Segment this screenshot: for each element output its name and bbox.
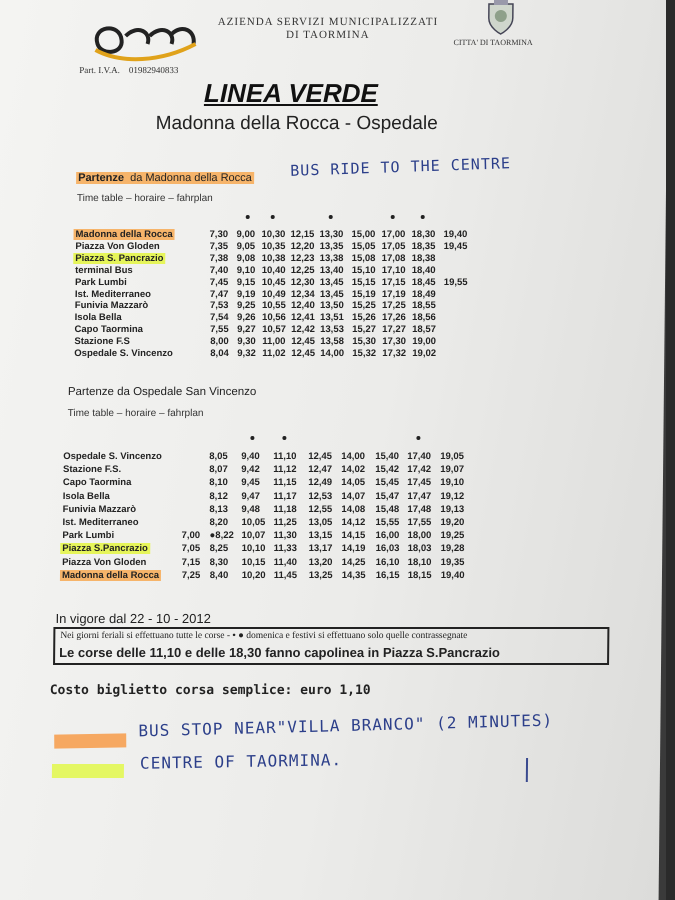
departure-time: 10,20 xyxy=(241,569,266,581)
departure-time: 10,40 xyxy=(261,264,286,276)
departure-time: 7,15 xyxy=(181,556,201,568)
departure-time: 11,15 xyxy=(273,477,297,489)
stop-name: Capo Taormina xyxy=(74,324,144,336)
departure-time: 7,53 xyxy=(209,300,229,312)
departure-time: 19,25 xyxy=(440,530,465,542)
departure-time: 9,00 xyxy=(236,229,256,240)
stop-name: Ospedale S. Vincenzo xyxy=(74,348,173,359)
departure-time: 17,45 xyxy=(407,477,432,489)
departure-time: 17,42 xyxy=(407,464,432,476)
departure-time: 15,08 xyxy=(351,252,376,264)
section-2-timetable-label: Time table – horaire – fahrplan xyxy=(67,408,204,419)
departure-time: 14,07 xyxy=(341,490,366,502)
pen-mark xyxy=(526,758,528,782)
departure-time: 15,05 xyxy=(351,240,376,252)
departure-time: 13,25 xyxy=(308,569,333,581)
departure-time: 9,40 xyxy=(241,451,260,462)
stop-name: Isola Bella xyxy=(74,312,122,324)
section-2-title: Partenze da Ospedale San Vincenzo xyxy=(67,386,257,398)
info-box-terminus: Le corse delle 11,10 e delle 18,30 fanno capolinea in Piazza S.Pancrazio xyxy=(59,645,501,660)
departure-time: 9,32 xyxy=(237,348,256,359)
departure-time: 12,25 xyxy=(290,264,315,276)
departure-time: 12,41 xyxy=(291,312,315,324)
departure-time: 18,49 xyxy=(411,288,436,300)
departure-time: 17,55 xyxy=(407,517,432,528)
vat-number: Part. I.V.A. 01982940833 xyxy=(79,65,179,75)
stop-name: Capo Taormina xyxy=(62,477,132,489)
departure-time: 15,30 xyxy=(352,336,377,348)
festive-dot-icon xyxy=(421,215,425,219)
departure-time: 12,45 xyxy=(308,451,333,462)
departure-time: 10,57 xyxy=(262,324,286,336)
stop-name: Madonna della Rocca xyxy=(61,569,160,581)
departure-time: 10,15 xyxy=(241,556,266,568)
departure-time: 11,10 xyxy=(273,451,297,462)
background-edge xyxy=(666,0,675,900)
departure-time: 17,25 xyxy=(381,300,406,312)
departure-time: 19,40 xyxy=(440,569,465,581)
legend-orange-swatch xyxy=(54,733,126,748)
departure-time: 17,32 xyxy=(382,348,407,359)
departure-time: 15,40 xyxy=(375,451,400,462)
departure-time: 10,35 xyxy=(261,240,286,252)
departure-time: 9,47 xyxy=(241,490,260,502)
departure-time: 13,20 xyxy=(308,556,333,568)
departure-time: 10,56 xyxy=(262,312,286,324)
legend-yellow-swatch xyxy=(52,764,124,778)
departure-time: 8,20 xyxy=(209,517,229,528)
departure-time: 13,38 xyxy=(319,252,344,264)
departure-time: 14,08 xyxy=(341,503,366,515)
stop-name: Ospedale S. Vincenzo xyxy=(63,451,162,462)
festive-dot-icon xyxy=(271,215,275,219)
departure-time: 18,56 xyxy=(412,312,436,324)
departure-time: 14,02 xyxy=(341,464,366,476)
departure-time: 14,00 xyxy=(341,451,366,462)
stop-name: Funivia Mazzarò xyxy=(74,300,149,312)
stop-name: Park Lumbi xyxy=(74,276,127,288)
departure-time: 13,53 xyxy=(320,324,344,336)
departure-time: 9,05 xyxy=(236,240,256,252)
departure-time: 8,04 xyxy=(210,348,229,359)
departure-time: 17,08 xyxy=(381,252,406,264)
departure-time: 10,10 xyxy=(241,543,266,555)
info-box-note: Nei giorni feriali si effettuano tutte le corse - • ● domenica e festivi si effettuano solo quelle contrassegnate xyxy=(60,631,468,641)
departure-time: 15,00 xyxy=(351,229,376,240)
page-title: LINEA VERDE xyxy=(203,78,379,108)
departure-time: 10,30 xyxy=(261,229,286,240)
departure-time: 7,55 xyxy=(210,324,229,336)
departure-time: 19,07 xyxy=(440,464,465,476)
departure-time: 15,15 xyxy=(351,276,376,288)
departure-time: 16,00 xyxy=(375,530,400,542)
departure-time: 10,55 xyxy=(261,300,286,312)
departure-time: 12,30 xyxy=(290,276,315,288)
departure-time: 13,50 xyxy=(319,300,344,312)
departure-time: 9,19 xyxy=(236,288,256,300)
legend-orange-note: BUS STOP NEAR"VILLA BRANCO" (2 MINUTES) xyxy=(138,710,554,741)
departure-time: 13,45 xyxy=(319,288,344,300)
departure-time: 8,13 xyxy=(209,503,229,515)
departure-time: 14,05 xyxy=(341,477,366,489)
departure-time: 9,25 xyxy=(236,300,256,312)
departure-time: 8,05 xyxy=(209,451,228,462)
stop-name: Stazione F.S xyxy=(74,336,130,348)
city-label: CITTA' DI TAORMINA xyxy=(453,38,533,47)
departure-time: 7,54 xyxy=(210,312,229,324)
departure-time: 15,10 xyxy=(351,264,376,276)
stop-name: Piazza Von Gloden xyxy=(75,240,160,252)
departure-time: 9,42 xyxy=(241,464,260,476)
departure-time: 18,35 xyxy=(411,240,436,252)
departure-time: 8,25 xyxy=(209,543,229,555)
departure-time: 17,48 xyxy=(407,503,432,515)
validity-date: In vigore dal 22 - 10 - 2012 xyxy=(55,611,211,626)
departure-time: 19,20 xyxy=(440,517,465,528)
departure-time: 14,35 xyxy=(341,569,366,581)
departure-time: 19,45 xyxy=(443,240,468,252)
departure-time: 12,40 xyxy=(290,300,315,312)
departure-time: 12,45 xyxy=(291,348,316,359)
departure-time: 11,18 xyxy=(273,503,297,515)
departure-time: 8,12 xyxy=(209,490,228,502)
departure-time: 18,15 xyxy=(407,569,432,581)
departure-time: 19,13 xyxy=(440,503,465,515)
departure-time: 18,03 xyxy=(407,543,432,555)
departure-time: 18,57 xyxy=(412,324,436,336)
departure-time: 14,00 xyxy=(320,348,345,359)
departure-time: 13,35 xyxy=(319,240,344,252)
stop-name: Piazza Von Gloden xyxy=(62,556,147,568)
legend-yellow-note: CENTRE OF TAORMINA. xyxy=(139,750,343,773)
departure-time: 19,00 xyxy=(412,336,437,348)
departure-time: 13,15 xyxy=(308,530,333,542)
departure-time: 15,19 xyxy=(351,288,376,300)
departure-time: 12,53 xyxy=(308,490,333,502)
departure-time: 10,07 xyxy=(241,530,266,542)
departure-time: 16,15 xyxy=(375,569,400,581)
departure-time: 7,30 xyxy=(209,229,229,240)
departure-time: 15,26 xyxy=(352,312,376,324)
departure-time: 13,40 xyxy=(319,264,344,276)
departure-time: 11,17 xyxy=(273,490,297,502)
departure-time: 7,47 xyxy=(209,288,229,300)
departure-time: 15,45 xyxy=(375,477,400,489)
departure-time: 12,55 xyxy=(308,503,333,515)
departure-time: 9,48 xyxy=(241,503,261,515)
departure-time: 7,05 xyxy=(181,543,201,555)
departure-time: 14,12 xyxy=(341,517,366,528)
company-logo-icon xyxy=(91,14,200,66)
stop-name: Madonna della Rocca xyxy=(75,229,173,240)
departure-time: 13,30 xyxy=(319,229,344,240)
bullet-dot-icon: • ● xyxy=(232,631,244,641)
departure-time: 19,40 xyxy=(443,229,468,240)
departure-time: 8,30 xyxy=(209,556,229,568)
departure-time: 7,40 xyxy=(209,264,229,276)
departure-time: 9,27 xyxy=(237,324,256,336)
city-crest-icon xyxy=(486,0,516,36)
stop-name: Piazza S. Pancrazio xyxy=(75,252,164,264)
departure-time: 7,38 xyxy=(209,252,229,264)
stop-name: Isola Bella xyxy=(62,490,110,502)
departure-time: 15,47 xyxy=(375,490,400,502)
departure-time: 15,32 xyxy=(352,348,377,359)
departure-time: 17,27 xyxy=(382,324,406,336)
departure-time: 11,40 xyxy=(273,556,298,568)
departure-time: 8,07 xyxy=(209,464,228,476)
departure-time: 7,35 xyxy=(209,240,229,252)
departure-time: 14,15 xyxy=(341,530,366,542)
departure-time: 9,30 xyxy=(237,336,256,348)
departure-time: 12,15 xyxy=(290,229,315,240)
departure-time: 12,23 xyxy=(290,252,315,264)
festive-dot-icon xyxy=(282,436,286,440)
stop-name: Ist. Mediterraneo xyxy=(62,517,139,528)
departure-time: 17,26 xyxy=(382,312,406,324)
departure-time: 15,48 xyxy=(375,503,400,515)
departure-time: 17,40 xyxy=(407,451,432,462)
info-box xyxy=(53,627,609,665)
departure-time: ●8,22 xyxy=(209,530,234,542)
departure-time: 9,26 xyxy=(237,312,256,324)
departure-time: 11,12 xyxy=(273,464,297,476)
departure-time: 17,19 xyxy=(381,288,406,300)
departure-time: 9,08 xyxy=(236,252,256,264)
festive-dot-icon xyxy=(250,436,254,440)
stop-name: Funivia Mazzarò xyxy=(62,503,137,515)
departure-time: 11,30 xyxy=(273,530,297,542)
departure-time: 12,49 xyxy=(308,477,333,489)
departure-time: 11,25 xyxy=(273,517,297,528)
stop-name: Piazza S.Pancrazio xyxy=(62,543,148,555)
departure-time: 19,05 xyxy=(440,451,465,462)
departure-time: 9,45 xyxy=(241,477,260,489)
departure-time: 13,51 xyxy=(320,312,344,324)
departure-time: 17,05 xyxy=(381,240,406,252)
departure-time: 11,45 xyxy=(273,569,298,581)
departure-time: 18,10 xyxy=(407,556,432,568)
departure-time: 13,58 xyxy=(320,336,345,348)
stop-name: Ist. Mediterraneo xyxy=(74,288,152,300)
festive-dot-icon xyxy=(416,436,420,440)
departure-time: 14,25 xyxy=(341,556,366,568)
departure-time: 15,25 xyxy=(351,300,376,312)
departure-time: 7,00 xyxy=(181,530,201,542)
departure-time: 12,47 xyxy=(308,464,333,476)
departure-time: 18,40 xyxy=(411,264,436,276)
departure-time: 9,15 xyxy=(236,276,256,288)
departure-time: 10,45 xyxy=(261,276,286,288)
section-1-timetable-label: Time table – horaire – fahrplan xyxy=(76,193,213,204)
departure-time: 13,17 xyxy=(308,543,333,555)
stop-name: Stazione F.S. xyxy=(63,464,122,476)
departure-time: 7,45 xyxy=(209,276,229,288)
departure-time: 17,15 xyxy=(381,276,406,288)
departure-time: 18,38 xyxy=(411,252,436,264)
route-subtitle: Madonna della Rocca - Ospedale xyxy=(155,113,438,134)
departure-time: 7,25 xyxy=(181,569,201,581)
departure-time: 12,42 xyxy=(291,324,315,336)
festive-dot-icon xyxy=(246,215,250,219)
departure-time: 12,34 xyxy=(290,288,315,300)
section-1-title: Partenze da Madonna della Rocca xyxy=(78,172,252,184)
departure-time: 13,05 xyxy=(308,517,333,528)
departure-time: 17,10 xyxy=(381,264,406,276)
company-name: AZIENDA SERVIZI MUNICIPALIZZATI DI TAORMINA xyxy=(217,16,439,41)
departure-time: 12,20 xyxy=(290,240,315,252)
departure-time: 17,00 xyxy=(381,229,406,240)
departure-time: 18,00 xyxy=(407,530,432,542)
departure-time: 15,42 xyxy=(375,464,400,476)
departure-time: 19,12 xyxy=(440,490,465,502)
departure-time: 11,02 xyxy=(262,348,286,359)
ticket-cost: Costo biglietto corsa semplice: euro 1,10 xyxy=(49,683,371,698)
departure-time: 14,19 xyxy=(341,543,366,555)
departure-time: 18,30 xyxy=(411,229,436,240)
departure-time: 19,10 xyxy=(440,477,465,489)
departure-time: 16,03 xyxy=(375,543,400,555)
departure-time: 8,00 xyxy=(210,336,229,348)
departure-time: 18,55 xyxy=(411,300,436,312)
departure-time: 10,05 xyxy=(241,517,266,528)
festive-dot-icon xyxy=(391,215,395,219)
departure-time: 11,00 xyxy=(262,336,286,348)
departure-time: 19,35 xyxy=(440,556,465,568)
departure-time: 12,45 xyxy=(291,336,316,348)
departure-time: 18,45 xyxy=(411,276,436,288)
stop-name: Park Lumbi xyxy=(62,530,115,542)
departure-time: 19,02 xyxy=(412,348,437,359)
departure-time: 10,49 xyxy=(261,288,286,300)
departure-time: 8,40 xyxy=(209,569,229,581)
festive-dot-icon xyxy=(329,215,333,219)
departure-time: 8,10 xyxy=(209,477,228,489)
departure-time: 9,10 xyxy=(236,264,256,276)
departure-time: 19,28 xyxy=(440,543,465,555)
stop-name: terminal Bus xyxy=(75,264,133,276)
departure-time: 11,33 xyxy=(273,543,297,555)
departure-time: 15,55 xyxy=(375,517,400,528)
departure-time: 16,10 xyxy=(375,556,400,568)
departure-time: 13,45 xyxy=(319,276,344,288)
handwritten-note-1: BUS RIDE TO THE CENTRE xyxy=(290,154,512,180)
departure-time: 10,38 xyxy=(261,252,286,264)
departure-time: 17,47 xyxy=(407,490,432,502)
departure-time: 19,55 xyxy=(443,276,468,288)
departure-time: 17,30 xyxy=(382,336,407,348)
departure-time: 15,27 xyxy=(352,324,376,336)
